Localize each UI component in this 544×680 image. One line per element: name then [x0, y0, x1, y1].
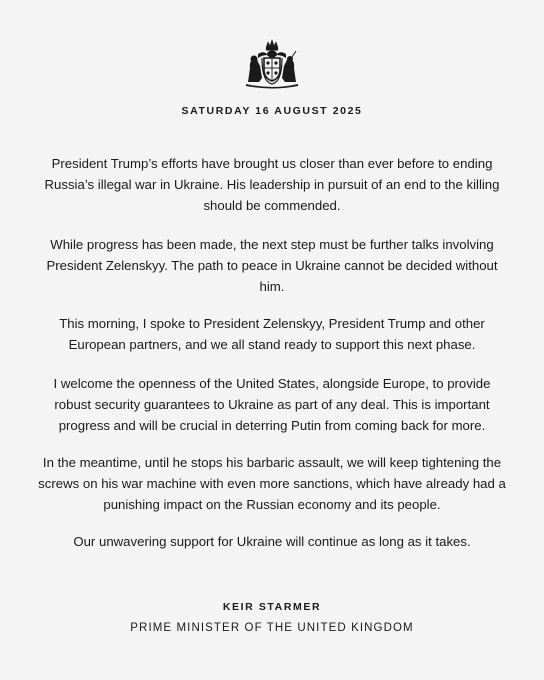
royal-coat-of-arms-icon [240, 38, 304, 90]
signatory-name: KEIR STARMER [222, 601, 322, 613]
statement-paragraph-2: While progress has been made, the next step must be further talks involving President Zelenskyy. The path to peace in Ukraine cannot be decided without him. [46, 237, 498, 294]
statement-paragraph-6: Our unwavering support for Ukraine will continue as long as it takes. [73, 534, 471, 549]
statement-paragraph-1: President Trump’s efforts have brought us closer than ever before to ending Russia’s illegal war in Ukraine. His leadership in pursuit of an end to the killing should be commended. [44, 156, 500, 213]
statement-date: SATURDAY 16 AUGUST 2025 [181, 105, 363, 117]
statement-paragraph-4: I welcome the openness of the United States, alongside Europe, to provide robust security guarantees to Ukraine as part of any deal. This is important progress and will be crucial in deterring Putin from coming back for more. [53, 376, 491, 433]
statement-paragraph-5: In the meantime, until he stops his barbaric assault, we will keep tightening the screws on his war machine with even more sanctions, which have already had a punishing impact on the Russian economy and its people. [38, 455, 506, 512]
statement-paragraph-3: This morning, I spoke to President Zelenskyy, President Trump and other European partners, and we all stand ready to support this next phase. [59, 316, 485, 352]
signatory-title: PRIME MINISTER OF THE UNITED KINGDOM [130, 622, 414, 634]
